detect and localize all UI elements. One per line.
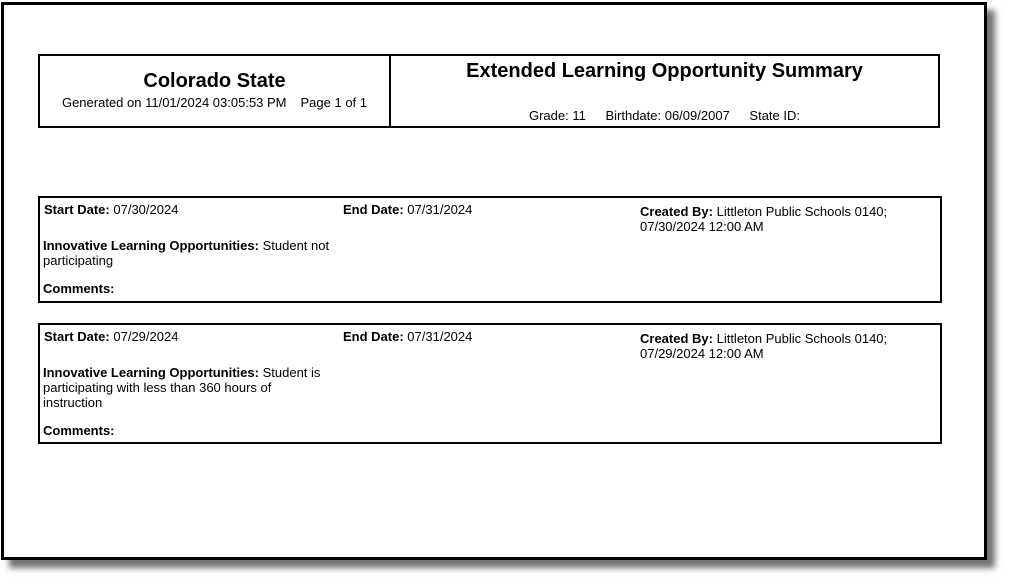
created-by-timestamp: 07/30/2024 12:00 AM [640,219,764,234]
header-title-block [391,56,938,126]
generated-line [40,95,389,110]
ilo-label: Innovative Learning Opportunities: [43,365,259,380]
start-date [44,202,178,217]
end-date-value: 07/31/2024 [407,329,473,344]
created-by [640,331,920,361]
created-by-value: Littleton Public Schools 0140; [716,331,888,346]
created-by-value: Littleton Public Schools 0140; [716,204,888,219]
school-name: Colorado State [143,70,286,92]
ilo-value: Student is participating with less than 360 hours of instruction [43,365,321,410]
comments [43,423,115,438]
start-date [44,329,178,344]
birthdate: Birthdate: 06/09/2007 [605,108,730,123]
created-by-label: Created By: [640,331,713,346]
end-date-label: End Date: [343,202,404,217]
grade: Grade: 11 [528,108,586,123]
end-date-label: End Date: [343,329,404,344]
page-number: Page 1 of 1 [300,95,368,110]
state-id: State ID: [749,108,800,123]
ilo [43,365,333,410]
created-by-timestamp: 07/29/2024 12:00 AM [640,346,764,361]
comments [43,281,115,296]
generated-timestamp: Generated on 11/01/2024 03:05:53 PM [61,95,287,110]
end-date [343,329,472,344]
ilo-value: Student not participating [43,238,330,268]
created-by-label: Created By: [640,204,713,219]
report-header [38,54,940,128]
start-date-label: Start Date: [44,202,110,217]
start-date-value: 07/30/2024 [113,202,179,217]
header-school-block [40,56,391,126]
end-date-value: 07/31/2024 [407,202,473,217]
ilo [43,238,333,268]
start-date-value: 07/29/2024 [113,329,179,344]
created-by [640,204,920,234]
ilo-label: Innovative Learning Opportunities: [43,238,259,253]
student-info-line [391,108,938,123]
end-date [343,202,472,217]
report-title: Extended Learning Opportunity Summary [466,60,863,82]
comments-label: Comments: [43,281,115,296]
elo-record [38,323,942,444]
elo-record [38,196,942,303]
start-date-label: Start Date: [44,329,110,344]
comments-label: Comments: [43,423,115,438]
